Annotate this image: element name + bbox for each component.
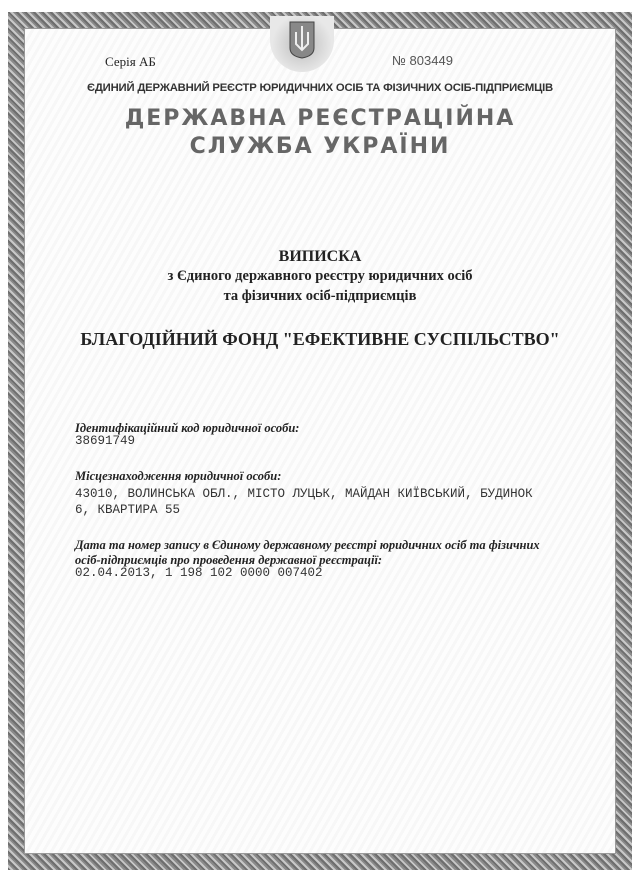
id-code-label: Ідентифікаційний код юридичної особи: bbox=[75, 421, 300, 435]
entity-name: БЛАГОДІЙНИЙ ФОНД "ЕФЕКТИВНЕ СУСПІЛЬСТВО" bbox=[80, 329, 560, 349]
record-label-1: Дата та номер запису в Єдиному державному реєстрі юридичних осіб та фізичних bbox=[75, 538, 540, 552]
registry-heading: ЄДИНИЙ ДЕРЖАВНИЙ РЕЄСТР ЮРИДИЧНИХ ОСІБ ТА ФІЗИЧНИХ ОСІБ-ПІДПРИЄМЦІВ bbox=[86, 82, 554, 94]
address-label: Місцезнаходження юридичної особи: bbox=[75, 469, 282, 483]
record-value: 02.04.2013, 1 198 102 0000 007402 bbox=[75, 566, 323, 580]
address-line-2: 6, КВАРТИРА 55 bbox=[75, 503, 181, 517]
record-label-2: осіб-підприємців про проведення державної реєстрації: bbox=[75, 553, 383, 567]
address-line-1: 43010, ВОЛИНСЬКА ОБЛ., МІСТО ЛУЦЬК, МАЙДАН КИЇВСЬКИЙ, БУДИНОК bbox=[75, 487, 533, 501]
document-subtitle-1: з Єдиного державного реєстру юридичних осіб bbox=[167, 268, 473, 284]
series-label: Серія АБ bbox=[105, 54, 156, 69]
document-title: ВИПИСКА bbox=[278, 248, 362, 265]
id-code-value: 38691749 bbox=[75, 434, 136, 448]
document-subtitle-2: та фізичних осіб-підприємців bbox=[223, 288, 417, 304]
service-title-line2: СЛУЖБА УКРАЇНИ bbox=[189, 134, 451, 159]
form-number: № 803449 bbox=[392, 53, 453, 68]
service-title-line1: ДЕРЖАВНА РЕЄСТРАЦІЙНА bbox=[124, 106, 516, 131]
